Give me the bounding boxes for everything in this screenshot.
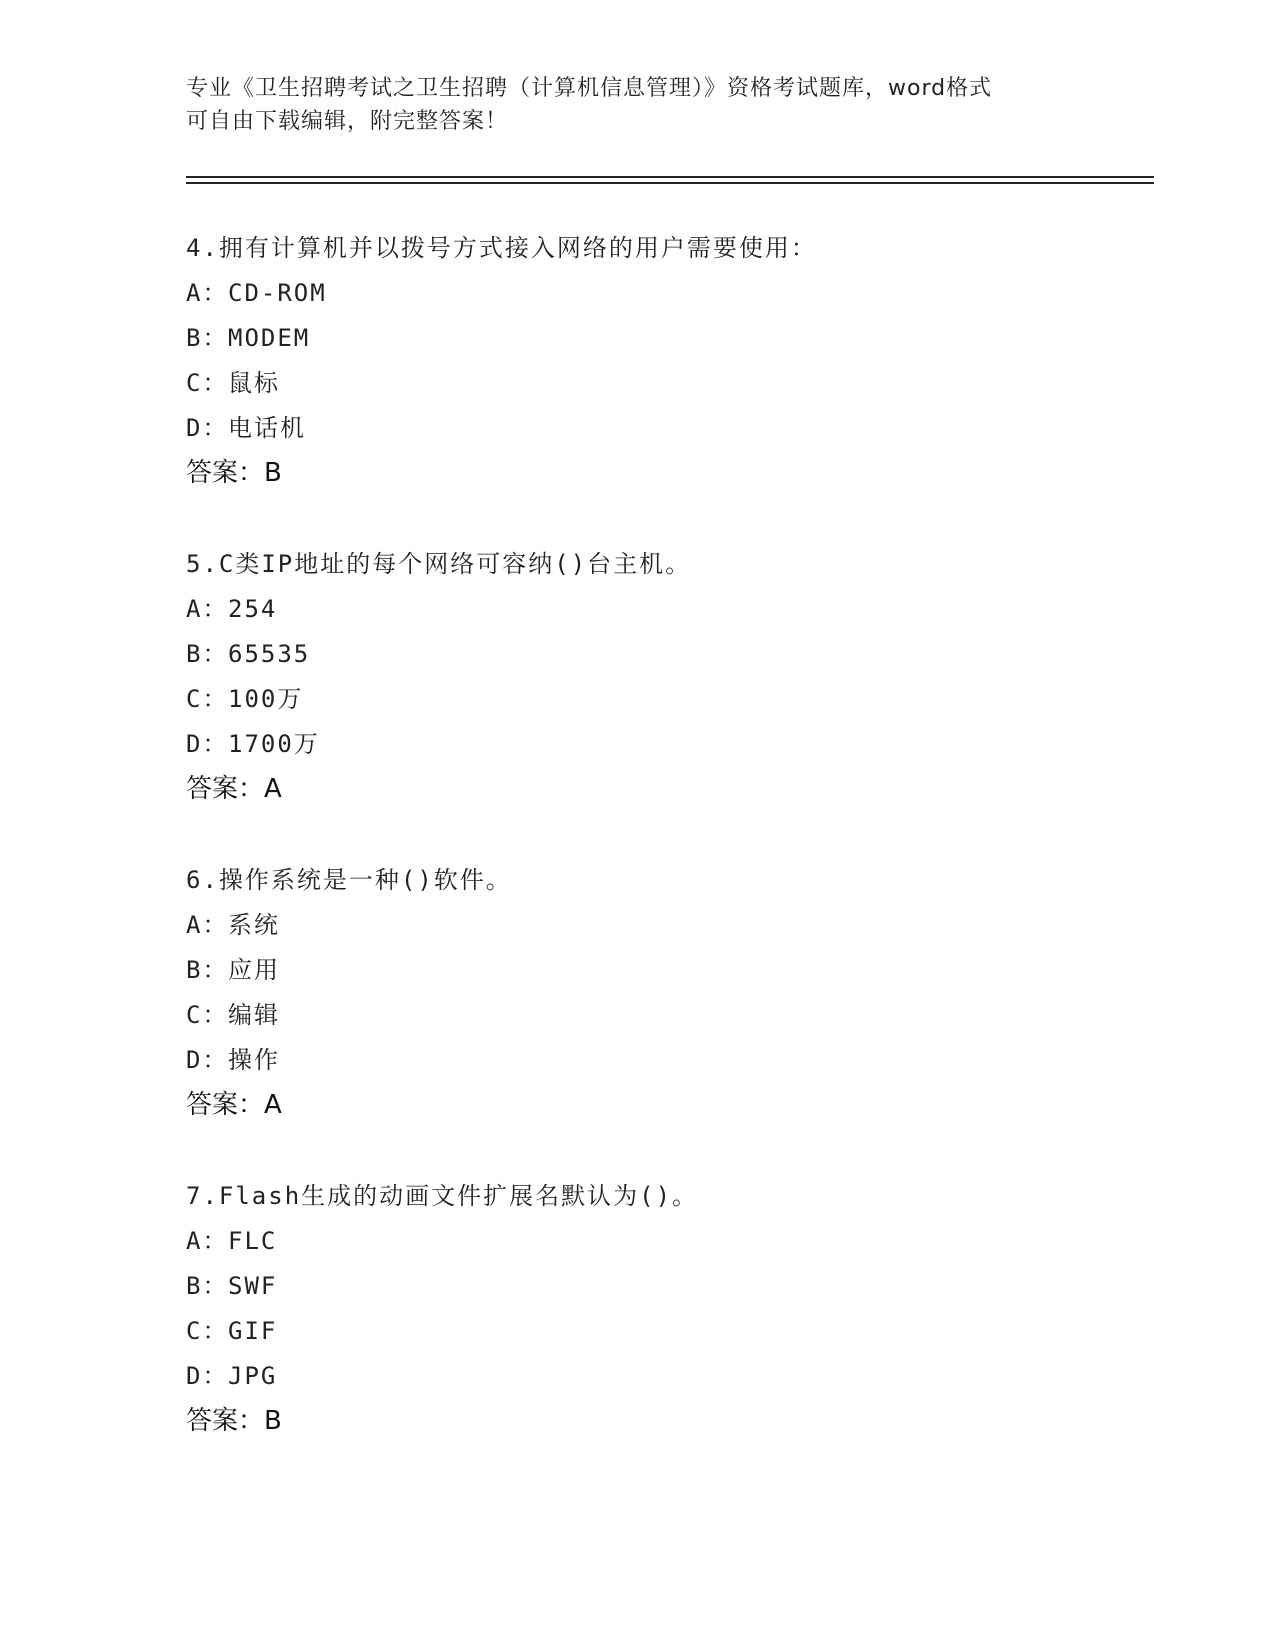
question-block [186,542,1146,812]
answer-line: 答案：B [186,1406,282,1436]
option-b [186,632,1146,677]
option-c [186,677,1146,722]
option-text: FLC [228,1227,278,1255]
option-letter: C： [186,1317,229,1345]
option-a [186,271,1146,316]
header-line-2: 可自由下载编辑，附完整答案！ [186,109,509,134]
option-text: 应用 [228,956,280,984]
option-text: 254 [228,595,278,623]
question-stem: 7.Flash生成的动画文件扩展名默认为()。 [186,1182,699,1210]
option-a [186,1219,1146,1264]
header-divider-top [186,176,1154,178]
option-letter: C： [186,1001,229,1029]
header-line-1: 专业《卫生招聘考试之卫生招聘（计算机信息管理）》资格考试题库，word格式 [186,76,993,101]
option-text: 65535 [228,640,311,668]
option-a [186,587,1146,632]
option-text: CD-ROM [228,279,327,307]
option-text: 系统 [228,911,280,939]
option-letter: D： [186,1362,229,1390]
option-text: SWF [228,1272,278,1300]
option-letter: B： [186,956,229,984]
option-letter: A： [186,911,229,939]
option-text: 鼠标 [228,369,280,397]
option-d [186,722,1146,767]
answer-line: 答案：A [186,774,282,804]
answer-line: 答案：B [186,458,282,488]
document-header [186,72,1066,138]
option-text: MODEM [228,324,311,352]
option-text: 操作 [228,1046,280,1074]
option-text: 100万 [228,685,304,713]
option-text: 电话机 [228,414,306,442]
question-stem: 4.拥有计算机并以拨号方式接入网络的用户需要使用： [186,234,817,262]
question-block [186,858,1146,1128]
option-d [186,1354,1146,1399]
option-c [186,1309,1146,1354]
option-text: 编辑 [228,1001,280,1029]
option-b [186,1264,1146,1309]
option-b [186,316,1146,361]
answer-line: 答案：A [186,1090,282,1120]
option-b [186,948,1146,993]
question-block [186,226,1146,496]
option-text: GIF [228,1317,278,1345]
option-letter: B： [186,640,229,668]
option-c [186,361,1146,406]
option-d [186,406,1146,451]
option-letter: D： [186,414,229,442]
option-letter: D： [186,1046,229,1074]
option-letter: C： [186,685,229,713]
option-letter: B： [186,324,229,352]
question-stem: 5.C类IP地址的每个网络可容纳()台主机。 [186,550,692,578]
option-letter: D： [186,730,229,758]
option-letter: A： [186,595,229,623]
option-letter: A： [186,279,229,307]
option-letter: C： [186,369,229,397]
header-divider-bottom [186,182,1154,184]
option-a [186,903,1146,948]
option-letter: A： [186,1227,229,1255]
option-d [186,1038,1146,1083]
option-text: JPG [228,1362,278,1390]
question-block [186,1174,1146,1444]
option-text: 1700万 [228,730,320,758]
question-stem: 6.操作系统是一种()软件。 [186,866,512,894]
option-letter: B： [186,1272,229,1300]
option-c [186,993,1146,1038]
question-list [186,226,1146,1490]
